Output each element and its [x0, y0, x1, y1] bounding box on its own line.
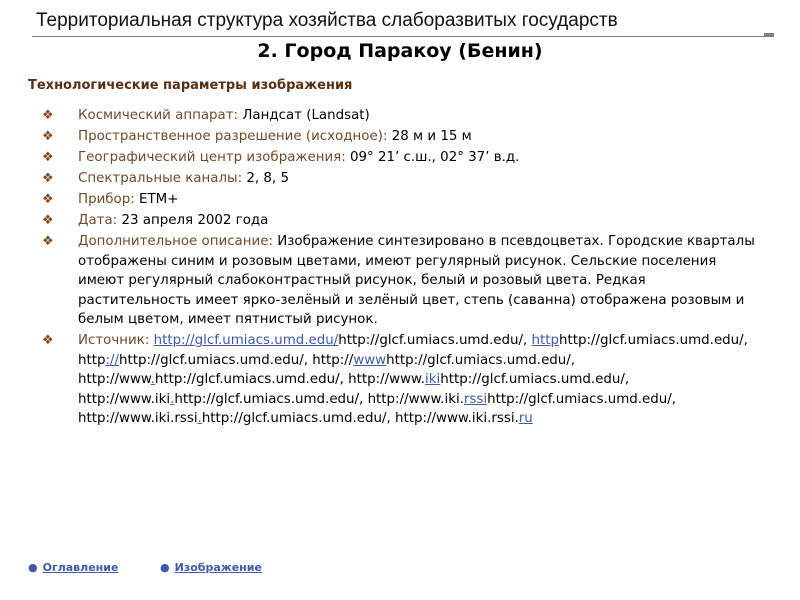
param-date: [42, 211, 762, 231]
diamond-bullet-icon: ❖: [42, 150, 54, 165]
diamond-bullet-icon: ❖: [42, 234, 54, 249]
source-text: http://glcf.umiacs.umd.edu/, http://: [119, 352, 354, 368]
param-label: Дата:: [78, 213, 122, 228]
toc-link-label: Оглавление: [42, 561, 119, 574]
source-link-fragment[interactable]: ru: [518, 411, 533, 426]
param-value: 09° 21’ с.ш., 02° 37’ в.д.: [349, 150, 520, 165]
param-value: Изображение синтезировано в псевдоцветах. Городские кварталы отображены синим и розовым цветами, имеют регулярный рисунок. Сельские поселения имеют регулярный слабоконтрастный рисунок, белый и розовый цвета. Редкая растительность имеет ярко-зелёный и зелёный цвет, степь (саванна) отображена розовым и белым цветом, имеет пятнистый рисунок.: [78, 234, 755, 327]
source-link-fragment[interactable]: .: [197, 411, 202, 426]
diamond-bullet-icon: ❖: [42, 171, 54, 186]
diamond-bullet-icon: ❖: [42, 213, 54, 228]
param-instrument: [42, 190, 762, 210]
param-description: [42, 232, 762, 330]
param-value: 23 апреля 2002 года: [121, 213, 269, 228]
source-link-fragment[interactable]: iki: [425, 372, 441, 387]
header-divider: [32, 36, 772, 37]
source-label: Источник:: [78, 333, 154, 348]
source-link-fragment[interactable]: ://: [105, 352, 120, 368]
source-text: http://glcf.umiacs.umd.edu/,: [338, 333, 532, 348]
image-link-label: Изображение: [174, 561, 262, 574]
bullet-dot-icon: ●: [28, 561, 38, 574]
param-label: Космический аппарат:: [78, 108, 243, 123]
param-value: ETM+: [139, 192, 179, 207]
source-text: http://glcf.umiacs.umd.edu/, http://www.iki.: [174, 391, 464, 407]
source-text: http://glcf.umiacs.umd.edu/, http://www.iki: [78, 372, 630, 407]
source-text: http://glcf.umiacs.umd.edu/, http://www.: [154, 372, 426, 387]
header-divider-cap: [764, 33, 774, 37]
source-text: http://glcf.umiacs.umd.edu/, http://www: [78, 352, 576, 387]
param-resolution: [42, 127, 762, 147]
source-link-fragment[interactable]: .: [150, 372, 155, 387]
diamond-bullet-icon: ❖: [42, 333, 54, 348]
param-value: Ландсат (Landsat): [242, 108, 370, 123]
param-value: 2, 8, 5: [246, 171, 289, 186]
diamond-bullet-icon: ❖: [42, 108, 54, 123]
source-text: http://glcf.umiacs.umd.edu/, http://www.iki.rssi.: [201, 411, 519, 426]
param-value: 28 м и 15 м: [391, 129, 472, 144]
source-text: http://glcf.umiacs.umd.edu/, http: [78, 333, 748, 368]
diamond-bullet-icon: ❖: [42, 129, 54, 144]
toc-link[interactable]: [28, 561, 118, 574]
param-label: Прибор:: [78, 192, 139, 207]
source-link-fragment[interactable]: http: [531, 333, 559, 348]
param-label: Пространственное разрешение (исходное):: [78, 129, 392, 144]
slide-title: 2. Город Паракоу (Бенин): [257, 40, 543, 62]
param-center: [42, 148, 762, 168]
header-title: Территориальная структура хозяйства слаборазвитых государств: [36, 10, 618, 31]
source-link-fragment[interactable]: .: [170, 391, 175, 407]
param-label: Дополнительное описание:: [78, 234, 278, 249]
param-spacecraft: [42, 106, 762, 126]
bullet-dot-icon: ●: [160, 561, 170, 574]
parameter-list: [42, 106, 762, 430]
diamond-bullet-icon: ❖: [42, 192, 54, 207]
param-source: [42, 331, 762, 429]
source-link[interactable]: http://glcf.umiacs.umd.edu/: [153, 333, 339, 348]
image-link[interactable]: [160, 561, 262, 574]
section-heading: Технологические параметры изображения: [28, 78, 353, 93]
param-label: Географический центр изображения:: [78, 150, 350, 165]
param-label: Спектральные каналы:: [78, 171, 247, 186]
source-link-fragment[interactable]: rssi: [463, 391, 488, 407]
source-link-fragment[interactable]: www: [353, 352, 387, 368]
source-text: http://glcf.umiacs.umd.edu/, http://www.iki.rssi: [78, 391, 677, 426]
param-bands: [42, 169, 762, 189]
